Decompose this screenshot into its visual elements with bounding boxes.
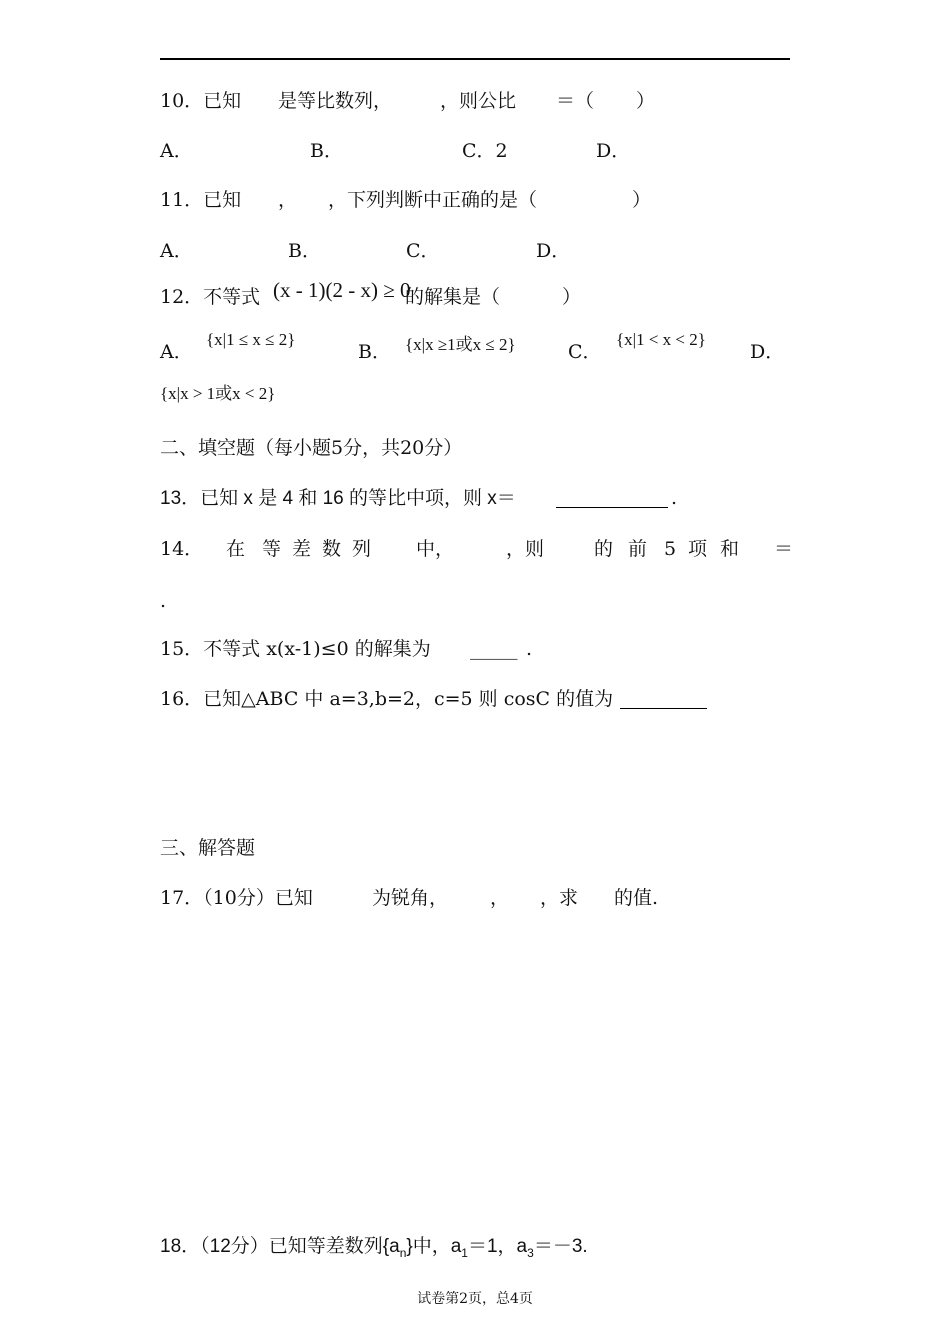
q18-prefix: 18．（12分）已知等差数列{a [160,1236,400,1257]
q12-option-a-label: A． [160,341,193,363]
q11-stem-4: ） [632,189,652,211]
q11-option-a: A． [160,240,193,262]
q18-sub-n: n [399,1245,407,1260]
q14-part: 中， [416,538,455,560]
q15-blank: _____ [470,638,518,660]
q10-option-d: D． [596,140,631,162]
q16-answer-blank [620,692,707,709]
q13-end: . [671,487,678,509]
section-2-title: 二、填空题（每小题5分，共20分） [160,437,463,459]
q17-part-5: 的值. [614,887,659,909]
q10-option-c: C．2 [462,140,508,162]
q10-stem-4: ＝（ [556,90,595,112]
q13-answer-blank [556,491,668,508]
q14-part: 列 [352,538,372,560]
q14-part: 5 [664,538,677,560]
q15-text: 15．不等式 x(x-1)≤0 的解集为 [160,638,431,660]
q12-stem-close: ） [562,286,582,308]
q14-part: 的 [594,538,614,560]
q10-stem-3: ，则公比 [440,90,517,112]
q14-part: 14． [160,538,204,560]
page-footer: 试卷第2页，总4页 [417,1291,533,1307]
q18-mid-2: ＝1，a [467,1236,528,1257]
q12-option-d-set: {x|x > 1或x < 2} [160,384,276,403]
q12-stem-suffix: 的解集是（ [405,286,501,308]
q14-part: 在 [226,538,246,560]
q14-part: 项 [688,538,708,560]
q13-text: 13．已知 x 是 4 和 16 的等比中项，则 x＝ [160,488,516,509]
q10-option-a: A． [160,140,193,162]
q16-text: 16．已知△ABC 中 a=3,b=2，c=5 则 cosC 的值为 [160,688,614,710]
q12-option-c-label: C． [568,341,602,363]
q12-option-b-set: {x|x ≥1或x ≤ 2} [405,335,516,354]
q11-option-c: C． [406,240,440,262]
q14-part: 差 [292,538,312,560]
q18-mid-1: }中，a [406,1236,462,1257]
q14-continuation: . [160,590,167,612]
q18-sub-3: 3 [527,1245,534,1260]
q14-part: 和 [720,538,740,560]
q12-option-c-set: {x|1 < x < 2} [616,330,706,349]
q11-stem-3: ，下列判断中正确的是（ [328,189,538,211]
q15-end: . [526,638,533,660]
q11-option-b: B． [288,240,321,262]
q12-option-d-label: D． [750,341,785,363]
q11-option-d: D． [536,240,571,262]
q17-part-4: ，求 [540,887,579,909]
q17-part-3: ， [490,887,510,909]
q10-stem-5: ） [636,90,656,112]
q14-part: 数 [322,538,342,560]
q10-stem-1: 10．已知 [160,90,242,112]
q12-stem-prefix: 12．不等式 [160,286,261,308]
q12-inequality: (x - 1)(2 - x) ≥ 0 [273,278,411,302]
q10-option-b: B． [310,140,343,162]
header-rule [160,58,790,60]
q17-part-2: 为锐角， [372,887,449,909]
q18-end: ＝－3. [533,1236,588,1257]
section-3-title: 三、解答题 [160,837,256,859]
q14-part: 前 [628,538,648,560]
q10-stem-2: 是等比数列， [278,90,393,112]
question-18 [160,1237,588,1259]
q17-part-1: 17．（10分）已知 [160,887,313,909]
q14-part: 等 [262,538,282,560]
q12-option-a-set: {x|1 ≤ x ≤ 2} [206,330,296,349]
q11-stem-1: 11．已知 [160,189,242,211]
q11-stem-2: ， [278,189,298,211]
q12-option-b-label: B． [358,341,391,363]
q14-part: ，则 [506,538,545,560]
q18-sub-1: 1 [461,1245,468,1260]
q14-part: ＝ [774,538,794,560]
